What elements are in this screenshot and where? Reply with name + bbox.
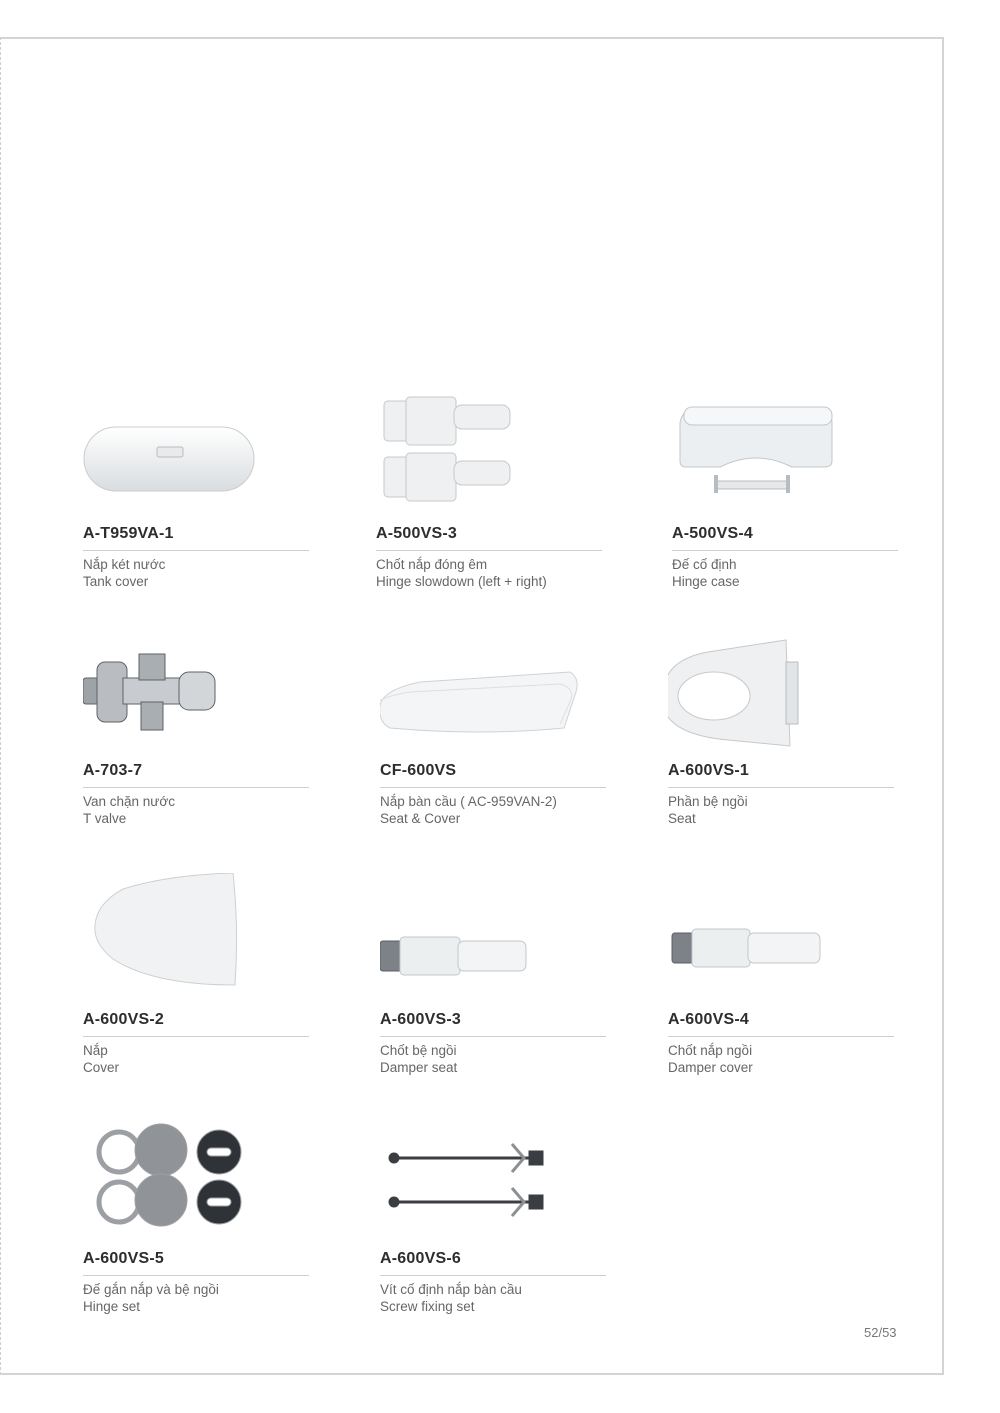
screw-fixing-set-icon bbox=[380, 1120, 608, 1240]
product-name-vn: Nắp bbox=[83, 1043, 108, 1058]
product-name-vn: Đế gắn nắp và bệ ngồi bbox=[83, 1282, 219, 1297]
product-code: CF-600VS bbox=[380, 762, 457, 779]
product-name-vn: Nắp bàn cầu ( AC-959VAN-2) bbox=[380, 794, 557, 809]
cover-icon bbox=[83, 873, 311, 993]
tank-cover-icon bbox=[83, 395, 311, 515]
product-name-en: Seat bbox=[668, 811, 696, 826]
product-name-en: Cover bbox=[83, 1060, 120, 1075]
product-code: A-500VS-3 bbox=[376, 525, 457, 542]
divider bbox=[83, 1275, 309, 1276]
divider bbox=[380, 1036, 606, 1037]
product-code: A-600VS-1 bbox=[668, 762, 749, 779]
product-name-vn: Chốt nắp ngồi bbox=[668, 1043, 753, 1058]
divider bbox=[672, 550, 898, 551]
divider bbox=[668, 1036, 894, 1037]
product-name-en: T valve bbox=[83, 811, 127, 826]
product-name-en: Damper seat bbox=[380, 1060, 458, 1075]
divider bbox=[668, 787, 894, 788]
seat-icon bbox=[668, 632, 896, 752]
product-name-en: Hinge slowdown (left + right) bbox=[376, 574, 547, 589]
product-name-vn: Phần bệ ngồi bbox=[668, 794, 748, 809]
seat-cover-icon bbox=[380, 632, 608, 752]
product-name-vn: Chốt bệ ngồi bbox=[380, 1043, 457, 1058]
product-code: A-600VS-4 bbox=[668, 1011, 749, 1028]
divider bbox=[376, 550, 602, 551]
product-name-vn: Vít cố định nắp bàn cầu bbox=[380, 1282, 522, 1297]
product-code: A-600VS-2 bbox=[83, 1011, 164, 1028]
product-name-en: Tank cover bbox=[83, 574, 149, 589]
product-code: A-T959VA-1 bbox=[83, 525, 174, 542]
product-code: A-600VS-3 bbox=[380, 1011, 461, 1028]
hinge-set-icon bbox=[83, 1120, 311, 1240]
page-number: 52/53 bbox=[864, 1325, 897, 1340]
product-name-vn: Nắp két nước bbox=[83, 557, 166, 572]
damper-cover-icon bbox=[668, 881, 896, 1001]
divider bbox=[380, 1275, 606, 1276]
divider bbox=[380, 787, 606, 788]
product-name-en: Hinge set bbox=[83, 1299, 141, 1314]
product-code: A-600VS-5 bbox=[83, 1250, 164, 1267]
damper-seat-icon bbox=[380, 881, 608, 1001]
divider bbox=[83, 550, 309, 551]
product-name-en: Damper cover bbox=[668, 1060, 753, 1075]
hinge-slowdown-icon bbox=[376, 395, 604, 515]
product-name-en: Screw fixing set bbox=[380, 1299, 475, 1314]
product-code: A-600VS-6 bbox=[380, 1250, 461, 1267]
product-code: A-703-7 bbox=[83, 762, 143, 779]
hinge-case-icon bbox=[672, 395, 900, 515]
product-name-vn: Van chặn nước bbox=[83, 794, 175, 809]
product-name-vn: Chốt nắp đóng êm bbox=[376, 557, 488, 572]
product-code: A-500VS-4 bbox=[672, 525, 753, 542]
product-name-en: Seat & Cover bbox=[380, 811, 461, 826]
product-name-vn: Đế cố định bbox=[672, 557, 737, 572]
t-valve-icon bbox=[83, 632, 311, 752]
divider bbox=[83, 787, 309, 788]
divider bbox=[83, 1036, 309, 1037]
product-name-en: Hinge case bbox=[672, 574, 740, 589]
